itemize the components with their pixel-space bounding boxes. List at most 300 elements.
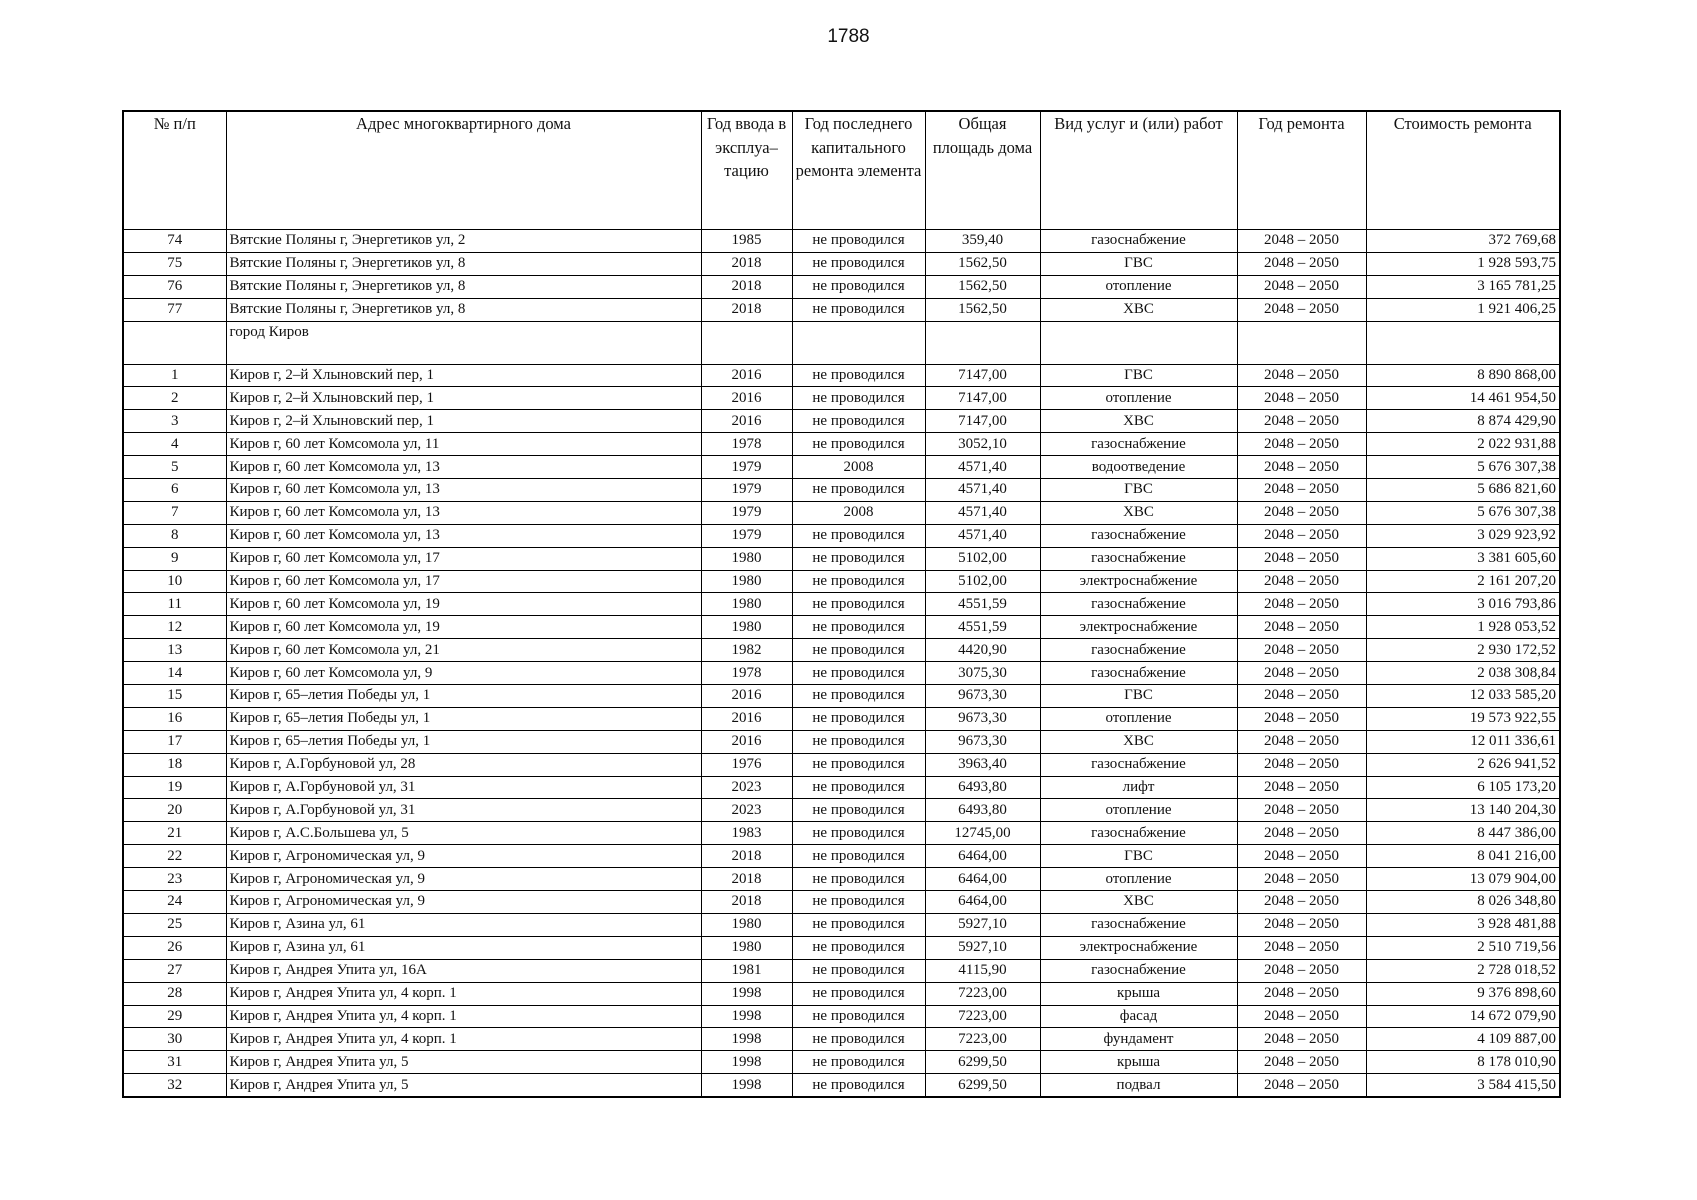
cell-cost: 8 178 010,90 xyxy=(1366,1051,1560,1074)
cell-number: 6 xyxy=(123,479,226,502)
table-row xyxy=(123,822,1560,845)
header-last-repair: Год последнего капитального ремонта элемента xyxy=(792,111,925,230)
cell-number: 18 xyxy=(123,753,226,776)
cell-repair-year: 2048 – 2050 xyxy=(1237,275,1366,298)
cell-year-built: 1998 xyxy=(701,1051,792,1074)
cell-repair-year: 2048 – 2050 xyxy=(1237,982,1366,1005)
cell-last-repair: не проводился xyxy=(792,913,925,936)
cell-year-built: 2018 xyxy=(701,868,792,891)
cell-number: 74 xyxy=(123,230,226,253)
cell-last-repair: не проводился xyxy=(792,639,925,662)
cell-number: 9 xyxy=(123,547,226,570)
cell-repair-year: 2048 – 2050 xyxy=(1237,959,1366,982)
cell-last-repair: не проводился xyxy=(792,1028,925,1051)
cell-number: 20 xyxy=(123,799,226,822)
cell-number: 25 xyxy=(123,913,226,936)
cell-cost: 2 161 207,20 xyxy=(1366,570,1560,593)
cell-repair-year: 2048 – 2050 xyxy=(1237,936,1366,959)
cell-repair-year: 2048 – 2050 xyxy=(1237,364,1366,387)
header-cost: Стоимость ремонта xyxy=(1366,111,1560,230)
cell-area: 7223,00 xyxy=(925,982,1040,1005)
table-row xyxy=(123,616,1560,639)
table-row xyxy=(123,387,1560,410)
cell-area: 4115,90 xyxy=(925,959,1040,982)
cell-repair-year: 2048 – 2050 xyxy=(1237,387,1366,410)
cell-year-built: 2016 xyxy=(701,685,792,708)
cell-work-type: ХВС xyxy=(1040,891,1237,914)
cell-cost: 6 105 173,20 xyxy=(1366,776,1560,799)
table-row xyxy=(123,275,1560,298)
table-row xyxy=(123,1005,1560,1028)
cell-area: 4571,40 xyxy=(925,456,1040,479)
cell-cost: 2 626 941,52 xyxy=(1366,753,1560,776)
table-row xyxy=(123,707,1560,730)
cell-cost: 2 022 931,88 xyxy=(1366,433,1560,456)
cell-work-type: крыша xyxy=(1040,1051,1237,1074)
cell-repair-year: 2048 – 2050 xyxy=(1237,845,1366,868)
cell-address: Вятские Поляны г, Энергетиков ул, 8 xyxy=(226,298,701,321)
cell-area: 5102,00 xyxy=(925,570,1040,593)
cell-year-built: 2018 xyxy=(701,275,792,298)
cell-repair-year: 2048 – 2050 xyxy=(1237,662,1366,685)
cell-last-repair: не проводился xyxy=(792,275,925,298)
cell-year-built: 1982 xyxy=(701,639,792,662)
cell-repair-year: 2048 – 2050 xyxy=(1237,298,1366,321)
header-number: № п/п xyxy=(123,111,226,230)
cell-cost: 2 930 172,52 xyxy=(1366,639,1560,662)
cell-area: 3075,30 xyxy=(925,662,1040,685)
cell-cost: 5 676 307,38 xyxy=(1366,456,1560,479)
empty-cell xyxy=(1366,321,1560,364)
cell-area: 6464,00 xyxy=(925,845,1040,868)
cell-work-type: ГВС xyxy=(1040,685,1237,708)
table-row xyxy=(123,410,1560,433)
cell-number: 8 xyxy=(123,524,226,547)
cell-year-built: 1979 xyxy=(701,479,792,502)
cell-number: 26 xyxy=(123,936,226,959)
empty-cell xyxy=(1040,321,1237,364)
cell-repair-year: 2048 – 2050 xyxy=(1237,230,1366,253)
empty-cell xyxy=(123,321,226,364)
cell-last-repair: не проводился xyxy=(792,479,925,502)
cell-work-type: электроснабжение xyxy=(1040,616,1237,639)
cell-last-repair: не проводился xyxy=(792,959,925,982)
cell-year-built: 2018 xyxy=(701,891,792,914)
cell-area: 9673,30 xyxy=(925,707,1040,730)
cell-address: Киров г, 65–летия Победы ул, 1 xyxy=(226,730,701,753)
cell-repair-year: 2048 – 2050 xyxy=(1237,868,1366,891)
cell-area: 4551,59 xyxy=(925,616,1040,639)
cell-cost: 2 038 308,84 xyxy=(1366,662,1560,685)
cell-number: 10 xyxy=(123,570,226,593)
cell-address: Киров г, Агрономическая ул, 9 xyxy=(226,845,701,868)
cell-area: 6493,80 xyxy=(925,799,1040,822)
cell-number: 75 xyxy=(123,252,226,275)
cell-last-repair: не проводился xyxy=(792,230,925,253)
cell-area: 4420,90 xyxy=(925,639,1040,662)
cell-address: Киров г, 60 лет Комсомола ул, 13 xyxy=(226,479,701,502)
cell-cost: 2 728 018,52 xyxy=(1366,959,1560,982)
cell-work-type: электроснабжение xyxy=(1040,936,1237,959)
table-row xyxy=(123,845,1560,868)
cell-year-built: 2016 xyxy=(701,364,792,387)
cell-year-built: 2016 xyxy=(701,410,792,433)
cell-year-built: 2018 xyxy=(701,252,792,275)
cell-cost: 1 928 053,52 xyxy=(1366,616,1560,639)
cell-address: Киров г, 60 лет Комсомола ул, 9 xyxy=(226,662,701,685)
cell-area: 4571,40 xyxy=(925,524,1040,547)
cell-address: Киров г, 2–й Хлыновский пер, 1 xyxy=(226,387,701,410)
cell-year-built: 1978 xyxy=(701,433,792,456)
cell-cost: 3 928 481,88 xyxy=(1366,913,1560,936)
cell-repair-year: 2048 – 2050 xyxy=(1237,479,1366,502)
cell-work-type: ГВС xyxy=(1040,845,1237,868)
cell-cost: 372 769,68 xyxy=(1366,230,1560,253)
cell-work-type: крыша xyxy=(1040,982,1237,1005)
cell-number: 77 xyxy=(123,298,226,321)
cell-work-type: подвал xyxy=(1040,1074,1237,1097)
cell-cost: 3 016 793,86 xyxy=(1366,593,1560,616)
cell-area: 359,40 xyxy=(925,230,1040,253)
cell-area: 7223,00 xyxy=(925,1028,1040,1051)
cell-address: Киров г, Азина ул, 61 xyxy=(226,913,701,936)
repair-table xyxy=(122,110,1561,1098)
cell-cost: 1 921 406,25 xyxy=(1366,298,1560,321)
empty-cell xyxy=(1237,321,1366,364)
table-row xyxy=(123,868,1560,891)
cell-work-type: отопление xyxy=(1040,387,1237,410)
table-row xyxy=(123,891,1560,914)
cell-cost: 8 447 386,00 xyxy=(1366,822,1560,845)
cell-repair-year: 2048 – 2050 xyxy=(1237,593,1366,616)
cell-number: 12 xyxy=(123,616,226,639)
cell-work-type: газоснабжение xyxy=(1040,753,1237,776)
header-address: Адрес многоквартирного дома xyxy=(226,111,701,230)
table-body xyxy=(123,230,1560,1098)
cell-area: 3052,10 xyxy=(925,433,1040,456)
cell-work-type: газоснабжение xyxy=(1040,593,1237,616)
cell-cost: 13 079 904,00 xyxy=(1366,868,1560,891)
cell-year-built: 2016 xyxy=(701,387,792,410)
cell-address: Киров г, 60 лет Комсомола ул, 17 xyxy=(226,570,701,593)
cell-repair-year: 2048 – 2050 xyxy=(1237,776,1366,799)
table-row xyxy=(123,1028,1560,1051)
cell-address: Киров г, Андрея Упита ул, 4 корп. 1 xyxy=(226,1005,701,1028)
cell-cost: 12 033 585,20 xyxy=(1366,685,1560,708)
cell-work-type: газоснабжение xyxy=(1040,639,1237,662)
cell-area: 9673,30 xyxy=(925,685,1040,708)
cell-year-built: 1980 xyxy=(701,570,792,593)
cell-work-type: газоснабжение xyxy=(1040,913,1237,936)
table-row xyxy=(123,501,1560,524)
cell-number: 17 xyxy=(123,730,226,753)
empty-cell xyxy=(925,321,1040,364)
cell-area: 12745,00 xyxy=(925,822,1040,845)
cell-repair-year: 2048 – 2050 xyxy=(1237,639,1366,662)
cell-area: 6493,80 xyxy=(925,776,1040,799)
cell-area: 7147,00 xyxy=(925,410,1040,433)
cell-address: Киров г, Агрономическая ул, 9 xyxy=(226,868,701,891)
table-row xyxy=(123,799,1560,822)
cell-number: 5 xyxy=(123,456,226,479)
cell-last-repair: не проводился xyxy=(792,593,925,616)
table-row xyxy=(123,570,1560,593)
cell-number: 23 xyxy=(123,868,226,891)
cell-address: Киров г, 60 лет Комсомола ул, 19 xyxy=(226,593,701,616)
table-row xyxy=(123,776,1560,799)
cell-work-type: газоснабжение xyxy=(1040,959,1237,982)
cell-last-repair: не проводился xyxy=(792,753,925,776)
cell-area: 1562,50 xyxy=(925,275,1040,298)
cell-work-type: ГВС xyxy=(1040,364,1237,387)
cell-year-built: 1976 xyxy=(701,753,792,776)
cell-cost: 13 140 204,30 xyxy=(1366,799,1560,822)
cell-area: 7223,00 xyxy=(925,1005,1040,1028)
table-row xyxy=(123,456,1560,479)
cell-cost: 1 928 593,75 xyxy=(1366,252,1560,275)
cell-number: 13 xyxy=(123,639,226,662)
cell-area: 9673,30 xyxy=(925,730,1040,753)
cell-repair-year: 2048 – 2050 xyxy=(1237,570,1366,593)
cell-last-repair: не проводился xyxy=(792,410,925,433)
cell-work-type: отопление xyxy=(1040,868,1237,891)
table-row xyxy=(123,685,1560,708)
cell-year-built: 2016 xyxy=(701,707,792,730)
cell-area: 1562,50 xyxy=(925,252,1040,275)
cell-work-type: газоснабжение xyxy=(1040,524,1237,547)
cell-repair-year: 2048 – 2050 xyxy=(1237,1051,1366,1074)
cell-cost: 8 026 348,80 xyxy=(1366,891,1560,914)
cell-address: Киров г, Андрея Упита ул, 4 корп. 1 xyxy=(226,1028,701,1051)
cell-cost: 4 109 887,00 xyxy=(1366,1028,1560,1051)
cell-address: Вятские Поляны г, Энергетиков ул, 8 xyxy=(226,275,701,298)
cell-last-repair: не проводился xyxy=(792,891,925,914)
table-row xyxy=(123,730,1560,753)
cell-work-type: отопление xyxy=(1040,799,1237,822)
cell-address: Киров г, 60 лет Комсомола ул, 17 xyxy=(226,547,701,570)
cell-repair-year: 2048 – 2050 xyxy=(1237,1005,1366,1028)
table-row xyxy=(123,433,1560,456)
cell-cost: 12 011 336,61 xyxy=(1366,730,1560,753)
cell-cost: 19 573 922,55 xyxy=(1366,707,1560,730)
cell-number: 3 xyxy=(123,410,226,433)
cell-last-repair: не проводился xyxy=(792,252,925,275)
cell-repair-year: 2048 – 2050 xyxy=(1237,410,1366,433)
cell-address: Киров г, 60 лет Комсомола ул, 11 xyxy=(226,433,701,456)
cell-address: Киров г, 2–й Хлыновский пер, 1 xyxy=(226,410,701,433)
cell-last-repair: 2008 xyxy=(792,456,925,479)
cell-number: 28 xyxy=(123,982,226,1005)
header-repair-year: Год ремонта xyxy=(1237,111,1366,230)
cell-last-repair: не проводился xyxy=(792,1051,925,1074)
table-row xyxy=(123,1051,1560,1074)
cell-area: 4571,40 xyxy=(925,479,1040,502)
header-area: Общая площадь дома xyxy=(925,111,1040,230)
cell-address: Киров г, 60 лет Комсомола ул, 13 xyxy=(226,501,701,524)
cell-cost: 8 041 216,00 xyxy=(1366,845,1560,868)
cell-last-repair: не проводился xyxy=(792,845,925,868)
cell-cost: 8 890 868,00 xyxy=(1366,364,1560,387)
cell-repair-year: 2048 – 2050 xyxy=(1237,707,1366,730)
empty-cell xyxy=(701,321,792,364)
cell-number: 14 xyxy=(123,662,226,685)
cell-year-built: 1985 xyxy=(701,230,792,253)
cell-number: 24 xyxy=(123,891,226,914)
cell-last-repair: не проводился xyxy=(792,685,925,708)
cell-last-repair: не проводился xyxy=(792,662,925,685)
cell-year-built: 1998 xyxy=(701,1074,792,1097)
cell-last-repair: не проводился xyxy=(792,547,925,570)
cell-year-built: 1979 xyxy=(701,456,792,479)
cell-number: 11 xyxy=(123,593,226,616)
cell-work-type: ГВС xyxy=(1040,252,1237,275)
cell-address: Киров г, Андрея Упита ул, 4 корп. 1 xyxy=(226,982,701,1005)
cell-number: 4 xyxy=(123,433,226,456)
cell-number: 15 xyxy=(123,685,226,708)
cell-repair-year: 2048 – 2050 xyxy=(1237,524,1366,547)
cell-last-repair: не проводился xyxy=(792,1074,925,1097)
cell-area: 4571,40 xyxy=(925,501,1040,524)
table-row xyxy=(123,524,1560,547)
cell-number: 27 xyxy=(123,959,226,982)
cell-repair-year: 2048 – 2050 xyxy=(1237,547,1366,570)
cell-number: 31 xyxy=(123,1051,226,1074)
table-row xyxy=(123,593,1560,616)
cell-address: Киров г, Азина ул, 61 xyxy=(226,936,701,959)
cell-repair-year: 2048 – 2050 xyxy=(1237,799,1366,822)
cell-cost: 14 461 954,50 xyxy=(1366,387,1560,410)
cell-cost: 3 165 781,25 xyxy=(1366,275,1560,298)
cell-area: 6464,00 xyxy=(925,868,1040,891)
cell-last-repair: не проводился xyxy=(792,387,925,410)
cell-cost: 3 381 605,60 xyxy=(1366,547,1560,570)
table-row xyxy=(123,913,1560,936)
cell-repair-year: 2048 – 2050 xyxy=(1237,913,1366,936)
cell-area: 7147,00 xyxy=(925,387,1040,410)
cell-number: 32 xyxy=(123,1074,226,1097)
cell-area: 6299,50 xyxy=(925,1051,1040,1074)
cell-last-repair: не проводился xyxy=(792,730,925,753)
cell-year-built: 1980 xyxy=(701,593,792,616)
cell-year-built: 1980 xyxy=(701,547,792,570)
cell-address: Киров г, 2–й Хлыновский пер, 1 xyxy=(226,364,701,387)
cell-last-repair: не проводился xyxy=(792,433,925,456)
cell-number: 16 xyxy=(123,707,226,730)
cell-year-built: 1998 xyxy=(701,1028,792,1051)
cell-last-repair: не проводился xyxy=(792,822,925,845)
header-year-built: Год ввода в эксплуа– тацию xyxy=(701,111,792,230)
cell-cost: 5 676 307,38 xyxy=(1366,501,1560,524)
cell-work-type: газоснабжение xyxy=(1040,662,1237,685)
cell-cost: 2 510 719,56 xyxy=(1366,936,1560,959)
cell-cost: 3 584 415,50 xyxy=(1366,1074,1560,1097)
cell-area: 4551,59 xyxy=(925,593,1040,616)
cell-address: Киров г, Агрономическая ул, 9 xyxy=(226,891,701,914)
cell-year-built: 1978 xyxy=(701,662,792,685)
cell-last-repair: не проводился xyxy=(792,298,925,321)
cell-repair-year: 2048 – 2050 xyxy=(1237,501,1366,524)
cell-year-built: 1979 xyxy=(701,501,792,524)
table-row xyxy=(123,479,1560,502)
cell-number: 19 xyxy=(123,776,226,799)
table-row xyxy=(123,753,1560,776)
cell-year-built: 2023 xyxy=(701,776,792,799)
cell-year-built: 1980 xyxy=(701,616,792,639)
cell-last-repair: не проводился xyxy=(792,936,925,959)
cell-year-built: 1981 xyxy=(701,959,792,982)
cell-address: Киров г, А.Горбуновой ул, 31 xyxy=(226,799,701,822)
table-row xyxy=(123,982,1560,1005)
cell-work-type: электроснабжение xyxy=(1040,570,1237,593)
cell-work-type: водоотведение xyxy=(1040,456,1237,479)
cell-repair-year: 2048 – 2050 xyxy=(1237,433,1366,456)
cell-year-built: 1979 xyxy=(701,524,792,547)
cell-work-type: отопление xyxy=(1040,275,1237,298)
cell-address: Киров г, 60 лет Комсомола ул, 13 xyxy=(226,524,701,547)
cell-year-built: 1998 xyxy=(701,982,792,1005)
table-row xyxy=(123,959,1560,982)
table-header-row xyxy=(123,111,1560,230)
cell-work-type: газоснабжение xyxy=(1040,230,1237,253)
cell-address: Киров г, 65–летия Победы ул, 1 xyxy=(226,707,701,730)
cell-work-type: ХВС xyxy=(1040,410,1237,433)
cell-work-type: ХВС xyxy=(1040,730,1237,753)
table-row xyxy=(123,364,1560,387)
cell-area: 6464,00 xyxy=(925,891,1040,914)
table-row xyxy=(123,936,1560,959)
cell-address: Киров г, 60 лет Комсомола ул, 13 xyxy=(226,456,701,479)
table-row xyxy=(123,230,1560,253)
cell-address: Киров г, 60 лет Комсомола ул, 19 xyxy=(226,616,701,639)
cell-year-built: 2016 xyxy=(701,730,792,753)
cell-number: 21 xyxy=(123,822,226,845)
cell-last-repair: не проводился xyxy=(792,570,925,593)
cell-number: 76 xyxy=(123,275,226,298)
cell-repair-year: 2048 – 2050 xyxy=(1237,891,1366,914)
cell-number: 22 xyxy=(123,845,226,868)
cell-number: 1 xyxy=(123,364,226,387)
cell-repair-year: 2048 – 2050 xyxy=(1237,730,1366,753)
cell-number: 30 xyxy=(123,1028,226,1051)
cell-last-repair: не проводился xyxy=(792,1005,925,1028)
cell-last-repair: не проводился xyxy=(792,364,925,387)
cell-work-type: фундамент xyxy=(1040,1028,1237,1051)
cell-work-type: газоснабжение xyxy=(1040,822,1237,845)
table-row xyxy=(123,547,1560,570)
cell-cost: 9 376 898,60 xyxy=(1366,982,1560,1005)
cell-area: 3963,40 xyxy=(925,753,1040,776)
table-row xyxy=(123,639,1560,662)
section-title: город Киров xyxy=(226,321,701,364)
cell-work-type: ХВС xyxy=(1040,298,1237,321)
cell-year-built: 2018 xyxy=(701,298,792,321)
cell-area: 7147,00 xyxy=(925,364,1040,387)
cell-area: 1562,50 xyxy=(925,298,1040,321)
cell-work-type: отопление xyxy=(1040,707,1237,730)
cell-year-built: 1980 xyxy=(701,913,792,936)
cell-year-built: 2023 xyxy=(701,799,792,822)
cell-area: 5102,00 xyxy=(925,547,1040,570)
cell-address: Киров г, А.Горбуновой ул, 28 xyxy=(226,753,701,776)
cell-cost: 5 686 821,60 xyxy=(1366,479,1560,502)
table-row xyxy=(123,662,1560,685)
cell-cost: 3 029 923,92 xyxy=(1366,524,1560,547)
cell-repair-year: 2048 – 2050 xyxy=(1237,685,1366,708)
cell-address: Киров г, 65–летия Победы ул, 1 xyxy=(226,685,701,708)
cell-repair-year: 2048 – 2050 xyxy=(1237,1028,1366,1051)
cell-address: Киров г, 60 лет Комсомола ул, 21 xyxy=(226,639,701,662)
cell-last-repair: не проводился xyxy=(792,868,925,891)
